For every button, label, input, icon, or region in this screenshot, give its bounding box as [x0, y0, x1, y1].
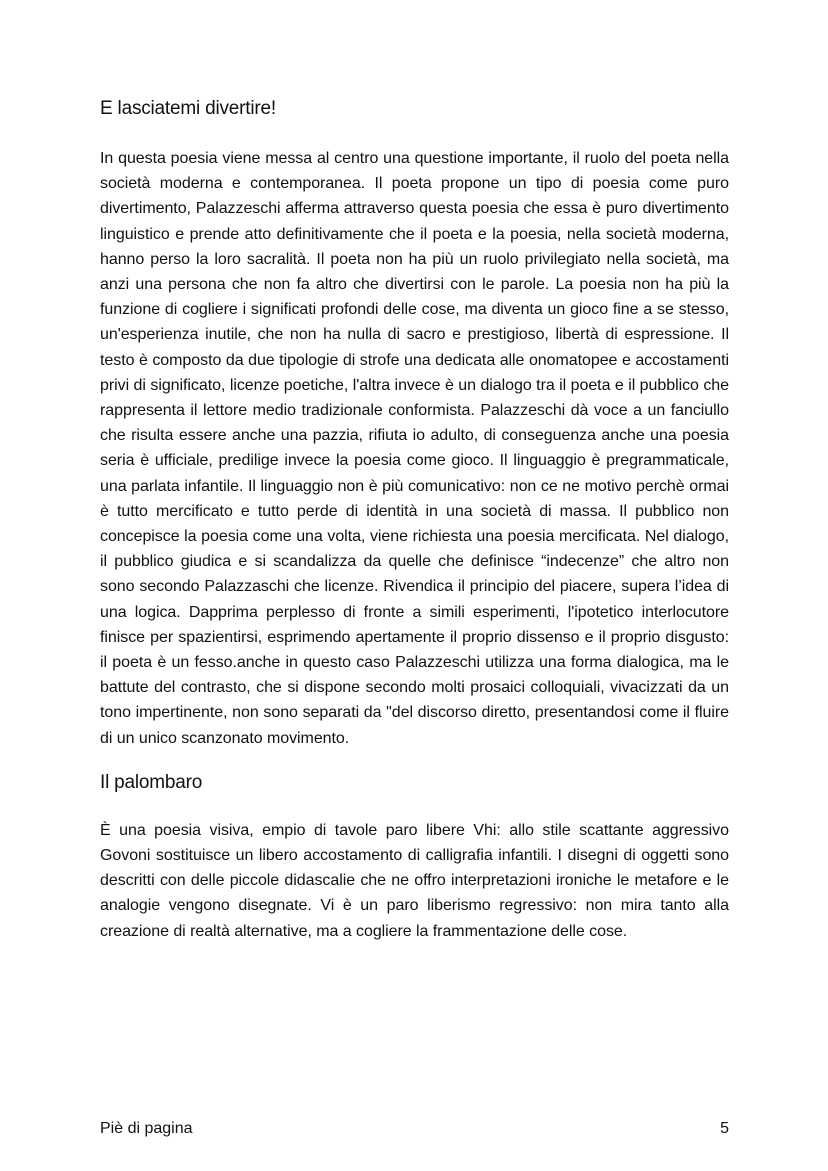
section-e-lasciatemi-divertire: [100, 96, 729, 751]
page-number: 5: [720, 1120, 729, 1137]
section-title: E lasciatemi divertire!: [100, 98, 276, 119]
page-footer: [100, 1119, 729, 1139]
section-body: È una poesia visiva, empio di tavole paro libere Vhi: allo stile scattante aggressivo Govoni sostituisce un libero accostamento di calligrafia infantili. I disegni di oggetti sono descritti con delle piccole didascalie che ne offro interpretazioni ironiche le metafore e le analogie vengono disegnate. Vi è un paro liberismo regressivo: non mira tanto alla creazione di realtà alternative, ma a cogliere la frammentazione delle cose.: [100, 821, 729, 940]
section-title: Il palombaro: [100, 771, 203, 793]
section-body: In questa poesia viene messa al centro una questione importante, il ruolo del poeta nella società moderna e contemporanea. Il poeta propone un tipo di poesia come puro divertimento, Palazzeschi afferma attraverso questa poesia che essa è puro divertimento linguistico e prende atto definitivamente che il poeta e la poesia, nella società moderna, hanno perso la loro sacralità. Il poeta non ha più un ruolo privilegiato nella società, ma anzi una persona che non fa altro che divertirsi con le parole. La poesia non ha più la funzione di cogliere i significati profondi delle cose, ma diventa un gioco fine a se stesso, un'esperienza inutile, che non ha nulla di sacro e prestigioso, libertà di espressione. Il testo è composto da due tipologie di strofe una dedicata alle onomatopee e accostamenti privi di significato, licenze poetiche, l'altra invece è un dialogo tra il poeta e il pubblico che rappresenta il lettore medio tradizionale conformista. Palazzeschi dà voce a un fanciullo che risulta essere anche una pazzia, rifiuta io adulto, di conseguenza anche una poesia seria è ufficiale, predilige invece la poesia come gioco. Il linguaggio è pregrammaticale, una parlata infantile. Il linguaggio non è più comunicativo: non ce ne motivo perchè ormai è tutto mercificato e tutto perde di identità in una società di massa. Il pubblico non concepisce la poesia come una volta, viene richiesta una poesia mercificata. Nel dialogo, il pubblico giudica e si scandalizza da quelle che definisce “indecenze” che altro non sono secondo Palazzaschi che licenze. Rivendica il principio del piacere, supera l’idea di una logica. Dapprima perplesso di fronte a simili esperimenti, l'ipotetico interlocutore finisce per spazientirsi, esprimendo apertamente il proprio dissenso e il proprio disgusto: il poeta è un fesso.anche in questo caso Palazzeschi utilizza una forma dialogica, ma le battute del contrasto, che si dispone secondo molti prosaici colloquiali, vivacizzati da un tono impertinente, non sono separati da "del discorso diretto, presentandosi come il fluire di un unico scanzonato movimento.: [100, 150, 729, 747]
page-content: [100, 96, 729, 944]
section-il-palombaro: [100, 770, 729, 944]
footer-label: Piè di pagina: [100, 1120, 193, 1137]
